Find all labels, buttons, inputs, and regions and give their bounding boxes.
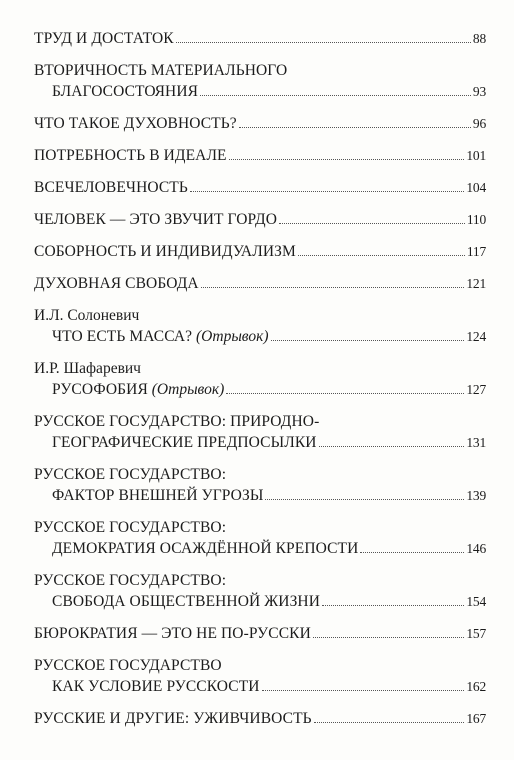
toc-entry-line (34, 538, 486, 559)
page-number: 101 (466, 148, 486, 163)
toc-entry-line (34, 379, 486, 400)
toc-entry-line (34, 81, 486, 102)
toc-entry-line (34, 326, 486, 347)
toc-entry (34, 241, 486, 262)
toc-entry (34, 623, 486, 644)
dot-leader (360, 552, 464, 553)
toc-entry-title: СВОБОДА ОБЩЕСТВЕННОЙ ЖИЗНИ (52, 593, 321, 610)
page-number: 127 (466, 382, 486, 397)
dot-leader (262, 690, 465, 691)
toc-entry (34, 570, 486, 612)
toc-entry (34, 517, 486, 559)
dot-leader (226, 393, 464, 394)
toc-entry-title: СОБОРНОСТЬ И ИНДИВИДУАЛИЗМ (34, 243, 296, 260)
toc-entry-title: РУССКИЕ И ДРУГИЕ: УЖИВЧИВОСТЬ (34, 710, 312, 727)
toc-entry-line (34, 28, 486, 49)
page-number: 124 (466, 329, 486, 344)
dot-leader (176, 42, 471, 43)
toc-entry (34, 177, 486, 198)
toc-entry-title: БЮРОКРАТИЯ — ЭТО НЕ ПО-РУССКИ (34, 625, 311, 642)
toc-entry-note: (Отрывок) (151, 381, 225, 398)
toc-entry-title: ПОТРЕБНОСТЬ В ИДЕАЛЕ (34, 147, 227, 164)
toc-entry (34, 113, 486, 134)
toc-entry (34, 305, 486, 347)
page-number: 88 (472, 31, 486, 46)
toc-entry-line (34, 517, 486, 538)
toc-entry-title: РУССКОЕ ГОСУДАРСТВО: (34, 572, 227, 589)
dot-leader (271, 340, 465, 341)
toc-entry (34, 145, 486, 166)
dot-leader (313, 637, 464, 638)
toc-entry-title: ЧТО ТАКОЕ ДУХОВНОСТЬ? (34, 115, 237, 132)
toc-entry-title: ЧЕЛОВЕК — ЭТО ЗВУЧИТ ГОРДО (34, 211, 278, 228)
page-number: 121 (466, 276, 486, 291)
table-of-contents (34, 28, 486, 740)
toc-entry (34, 28, 486, 49)
toc-entry (34, 464, 486, 506)
dot-leader (200, 95, 471, 96)
toc-entry (34, 655, 486, 697)
page-number: 162 (466, 679, 486, 694)
page-number: 110 (466, 212, 486, 227)
toc-entry-title: ДЕМОКРАТИЯ ОСАЖДЁННОЙ КРЕПОСТИ (52, 540, 359, 557)
toc-entry-line (34, 411, 486, 432)
toc-entry-line (34, 570, 486, 591)
dot-leader (322, 605, 464, 606)
page-number: 93 (472, 84, 486, 99)
dot-leader (279, 223, 465, 224)
toc-entry (34, 60, 486, 102)
page-number: 167 (466, 711, 486, 726)
toc-entry-line (34, 591, 486, 612)
page-number: 157 (466, 626, 486, 641)
page-number: 139 (466, 488, 486, 503)
toc-entry-line (34, 209, 486, 230)
toc-entry-title: КАК УСЛОВИЕ РУССКОСТИ (52, 678, 260, 695)
toc-entry-line (34, 241, 486, 262)
toc-entry-title: РУССКОЕ ГОСУДАРСТВО: ПРИРОДНО- (34, 413, 320, 430)
dot-leader (265, 499, 464, 500)
toc-entry-title: РУСОФОБИЯ (52, 381, 148, 398)
toc-entry-title: ТРУД И ДОСТАТОК (34, 30, 174, 47)
toc-entry-line (34, 273, 486, 294)
toc-entry-title: ФАКТОР ВНЕШНЕЙ УГРОЗЫ (52, 487, 264, 504)
toc-entry-title: ДУХОВНАЯ СВОБОДА (34, 275, 199, 292)
toc-entry-line (34, 708, 486, 729)
toc-entry-title: РУССКОЕ ГОСУДАРСТВО (34, 657, 222, 674)
page-number: 96 (472, 116, 486, 131)
toc-entry-line (34, 145, 486, 166)
toc-entry (34, 358, 486, 400)
toc-entry-title: БЛАГОСОСТОЯНИЯ (52, 83, 199, 100)
page-number: 146 (466, 541, 486, 556)
toc-entry (34, 209, 486, 230)
toc-entry-title: ГЕОГРАФИЧЕСКИЕ ПРЕДПОСЫЛКИ (52, 434, 317, 451)
toc-entry (34, 273, 486, 294)
toc-entry-line (34, 60, 486, 81)
toc-entry-title: РУССКОЕ ГОСУДАРСТВО: (34, 519, 227, 536)
toc-entry-title: ВСЕЧЕЛОВЕЧНОСТЬ (34, 179, 188, 196)
toc-entry-line (34, 464, 486, 485)
dot-leader (229, 159, 465, 160)
toc-entry-line (34, 655, 486, 676)
page-number: 104 (466, 180, 486, 195)
toc-entry-line (34, 623, 486, 644)
toc-entry-line (34, 432, 486, 453)
page-number: 154 (466, 594, 486, 609)
toc-entry (34, 411, 486, 453)
dot-leader (190, 191, 464, 192)
dot-leader (298, 255, 465, 256)
page-number: 117 (466, 244, 486, 259)
toc-entry-author: И.Р. Шафаревич (34, 360, 141, 377)
toc-entry-line (34, 177, 486, 198)
toc-entry-note: (Отрывок) (196, 328, 269, 345)
dot-leader (314, 722, 465, 723)
dot-leader (319, 446, 465, 447)
toc-entry-line (34, 485, 486, 506)
toc-entry-line (34, 113, 486, 134)
dot-leader (239, 127, 471, 128)
toc-entry-line (34, 676, 486, 697)
dot-leader (201, 287, 465, 288)
toc-entry-author: И.Л. Солоневич (34, 307, 140, 324)
toc-entry (34, 708, 486, 729)
page-number: 131 (466, 435, 486, 450)
toc-entry-title: РУССКОЕ ГОСУДАРСТВО: (34, 466, 227, 483)
toc-entry-title: ВТОРИЧНОСТЬ МАТЕРИАЛЬНОГО (34, 62, 288, 79)
toc-entry-title: ЧТО ЕСТЬ МАССА? (52, 328, 193, 345)
